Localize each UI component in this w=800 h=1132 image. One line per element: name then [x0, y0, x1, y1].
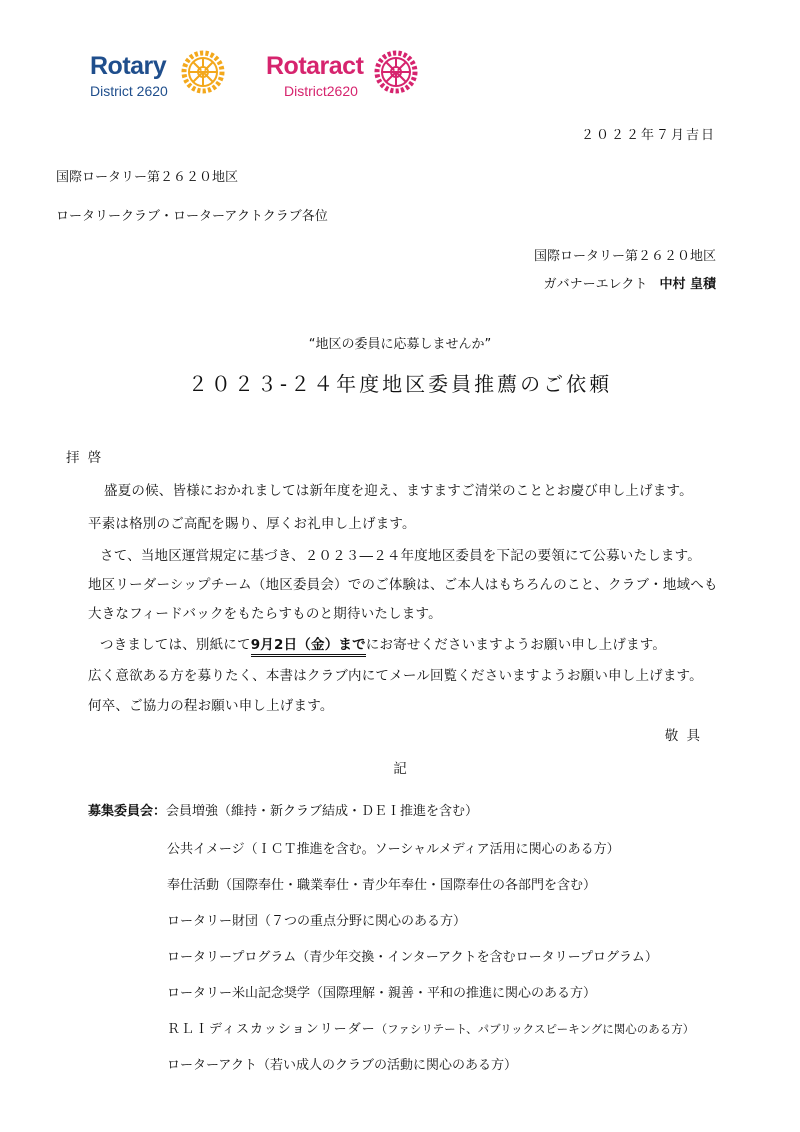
- greeting: 拝 啓: [66, 450, 104, 466]
- committee-item-membership: 会員増強（維持・新クラブ結成・ＤＥＩ推進を含む）: [166, 804, 479, 819]
- rotaract-logo: [266, 52, 363, 99]
- rli-title: ＲＬＩディスカッションリーダー: [167, 1022, 376, 1037]
- sender-org: 国際ロータリー第２６２０地区: [533, 249, 716, 264]
- rotaract-logo-district: District2620: [284, 83, 358, 99]
- body-line-1: 盛夏の候、皆様におかれましては新年度を迎え、ますますご清栄のこととお慶び申し上げます。: [104, 483, 693, 499]
- committee-item-yoneyama: ロータリー米山記念奨学（国際理解・親善・平和の推進に関心のある方）: [167, 986, 597, 1001]
- rotary-logo-district: District 2620: [90, 83, 168, 99]
- deadline-lead-text: つきましては、別紙にて: [100, 637, 251, 653]
- deadline-date: 9月2日（金）まで: [251, 637, 366, 657]
- sender-role: ガバナーエレクト: [543, 277, 648, 292]
- committee-item-service: 奉仕活動（国際奉仕・職業奉仕・青少年奉仕・国際奉仕の各部門を含む）: [167, 878, 597, 893]
- document-title: ２０２３-２４年度地区委員推薦のご依頼: [187, 372, 613, 396]
- committee-label: 募集委員会：: [88, 804, 167, 819]
- body-line-4: 地区リーダーシップチーム（地区委員会）でのご体験は、ご本人はもちろんのこと、クラブ・地域へも: [88, 577, 718, 593]
- recipient-clubs: ロータリークラブ・ローターアクトクラブ各位: [56, 209, 328, 224]
- committee-item-public-image: 公共イメージ（ＩＣＴ推進を含む。ソーシャルメディア活用に関心のある方）: [167, 842, 620, 857]
- committee-item-rli: [167, 1018, 694, 1037]
- rli-note: （ファシリテート、パブリックスピーキングに関心のある方）: [375, 1022, 695, 1036]
- body-line-7: 広く意欲ある方を募りたく、本書はクラブ内にてメール回覧くださいますようお願い申し上げます。: [88, 668, 703, 684]
- rotaract-wheel-icon: [371, 47, 421, 97]
- recipient-district: 国際ロータリー第２６２０地区: [56, 170, 239, 185]
- rotary-wheel-icon: [178, 47, 228, 97]
- committee-item-programs: ロータリープログラム（青少年交換・インターアクトを含むロータリープログラム）: [167, 950, 658, 965]
- ki-heading: 記: [393, 761, 407, 777]
- closing: 敬 具: [664, 728, 702, 744]
- deadline-trail-text: にお寄せくださいますようお願い申し上げます。: [365, 637, 667, 653]
- rotaract-logo-word: Rotaract: [266, 52, 364, 80]
- committee-item-rotaract: ローターアクト（若い成人のクラブの活動に関心のある方）: [167, 1058, 517, 1073]
- body-line-8: 何卒、ご協力の程お願い申し上げます。: [88, 698, 334, 714]
- sender-signature: [544, 273, 716, 292]
- sender-name: 中村 皇積: [659, 277, 716, 292]
- body-line-5: 大きなフィードバックをもたらすものと期待いたします。: [88, 606, 442, 622]
- body-line-2: 平素は格別のご高配を賜り、厚くお礼申し上げます。: [88, 516, 416, 532]
- document-subtitle: “地区の委員に応募しませんか”: [308, 337, 492, 352]
- committee-item-foundation: ロータリー財団（７つの重点分野に関心のある方）: [167, 914, 467, 929]
- body-line-3: さて、当地区運営規定に基づき、２０２３―２４年度地区委員を下記の要領にて公募いたします。: [100, 548, 701, 564]
- rotary-logo: [90, 52, 168, 99]
- letter-date: ２０２２年７月吉日: [580, 128, 716, 143]
- committee-first-line: [88, 800, 478, 819]
- rotary-logo-word: Rotary: [90, 52, 167, 80]
- body-line-6: [100, 633, 666, 653]
